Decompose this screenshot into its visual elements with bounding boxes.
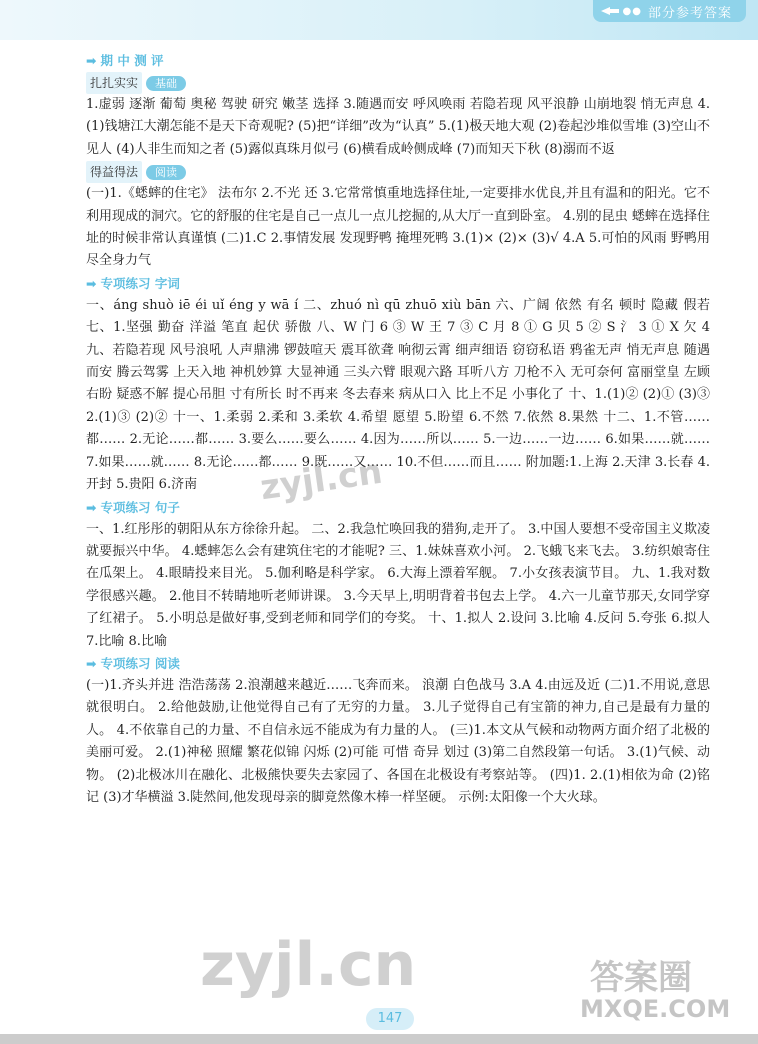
subsection-pill: 阅读 — [146, 165, 186, 180]
subsection-header — [86, 161, 710, 183]
section-title: ➡ 专项练习 字词 — [86, 275, 180, 291]
answer-text: 一、1.红彤彤的朝阳从东方徐徐升起。 二、2.我急忙唤回我的猎狗,走开了。 3.中国人要想不受帝国主义欺凌就要振兴中华。 4.蟋蟀怎么会有建筑住宅的才能呢? 三、1.妹妹喜欢小河。 2.飞蛾飞来飞去。 3.纺织娘寄住在瓜架上。 4.眼睛投来目光。 5.伽利略是科学家。 6.大海上漂着军舰。 7.小女孩表演节目。 九、1.我对数学很感兴趣。 2.他目不转睛地听老师讲课。 3.今天早上,明明背着书包去上学。 4.六一儿童节那天,女同学穿了红裙子。 5.小明总是做好事,受到老师和同学们的夸奖。 十、1.拟人 2.设问 3.比喻 4.反问 5.夸张 6.拟人 7.比喻 8.比喻 — [86, 521, 710, 649]
watermark: zyjl.cn — [257, 451, 385, 509]
answer-text: (一)1.《蟋蟀的住宅》 法布尔 2.不光 还 3.它常常慎重地选择住址,一定要排水优良,并且有温和的阳光。它不利用现成的洞穴。它的舒服的住宅是自己一点儿一点儿挖掘的,从大厅一直到卧室。 4.别的昆虫 蟋蟀在选择住址的时候非常认真谨慎 (二)1.C 2.事情发展 发现野鸭 掩埋死鸭 3.(1)× (2)× (3)√ 4.A 5.可怕的风雨 野鸭用尽全身力气 — [86, 186, 710, 269]
watermark: 答案圈 — [590, 958, 692, 998]
pointer-icon: ➡ — [86, 655, 97, 671]
subsection-header — [86, 72, 710, 94]
arrow-left-icon — [601, 5, 619, 17]
section-title: ➡ 期 中 测 评 — [86, 53, 164, 68]
subsection-label: 扎扎实实 — [86, 72, 142, 94]
pointer-icon: ➡ — [86, 53, 97, 68]
pointer-icon: ➡ — [86, 499, 97, 515]
bottom-edge — [0, 1034, 758, 1044]
answer-text: 一、áng shuò iē éi uǐ éng y wā í 二、zhuó nì qū zhuō xiù bān 六、广阔 依然 有名 顿时 隐藏 假若 七、1.坚强 勤奋 洋溢 笔直 起伏 骄傲 八、W 门 6 ③ W 王 7 ③ C 月 8 ① G 贝 5 ② S 氵 3 ① X 欠 4 九、若隐若现 风号浪吼 人声鼎沸 锣鼓喧天 震耳欲聋 响彻云霄 细声细语 窃窃私语 鸦雀无声 悄无声息 随遇而安 腾云驾雾 上天入地 神机妙算 大显神通 三头六臂 眼观六路 耳听八方 刀枪不入 无可奈何 富丽堂皇 左顾右盼 疑惑不解 提心吊胆 寸有所长 时不再来 冬去春来 病从口入 比上不足 小事化了 十、1.(1)② (2)① (3)③ 2.(1)③ (2)② 十一、1.柔弱 2.柔和 3.柔软 4.希望 愿望 5.盼望 6.不然 7.依然 8.果然 十二、1.不管……都…… 2.无论……都…… 3.要么……要么…… 4.因为……所以…… 5.一边……一边…… 6.如果……就…… 7.如果……就…… 8.无论……都…… 9.既……又…… 10.不但……而且…… 附加题:1.上海 2.天津 3.长春 4.开封 5.贵阳 6.济南 — [86, 297, 710, 493]
subsection-label: 得益得法 — [86, 161, 142, 183]
answer-tab — [593, 0, 746, 22]
section-title: ➡ 专项练习 句子 — [86, 499, 180, 515]
answer-text: 1.虚弱 逐渐 葡萄 奥秘 驾驶 研究 嫩茎 选择 3.随遇而安 呼风唤雨 若隐若现 风平浪静 山崩地裂 悄无声息 4.(1)钱塘江大潮怎能不是天下奇观呢? (5)把“详细”改为“认真” 5.(1)极天地大观 (2)卷起沙堆似雪堆 (3)空山不见人 (4)人非生而知之者 (5)露似真珠月似弓 (6)横看成岭侧成峰 (7)而知天下秋 (8)溺而不返 — [86, 97, 710, 157]
watermark: MXQE.COM — [580, 995, 731, 1023]
subsection-pill: 基础 — [146, 76, 186, 91]
header-bar — [0, 0, 758, 40]
answer-text: (一)1.齐头并进 浩浩荡荡 2.浪潮越来越近……飞奔而来。 浪潮 白色战马 3.A 4.由远及近 (二)1.不用说,意思就很明白。 2.给他鼓励,让他觉得自己有了无穷的力量。 3.儿子觉得自己有宝箭的神力,自己是最有力量的人。 4.不依靠自己的力量、不自信永远不能成为有力量的人。 (三)1.本文从气候和动物两方面介绍了北极的美丽可爱。 2.(1)神秘 照耀 繁花似锦 闪烁 (2)可能 可惜 奇异 划过 (3)第二自然段第一句话。 3.(1)气候、动物。 (2)北极冰川在融化、北极熊快要失去家园了、各国在北极设有考察站等。 (四)1. 2.(1)相依为命 (2)铭记 (3)才华横溢 3.陡然间,他发现母亲的脚竟然像木棒一样坚硬。 示例:太阳像一个大火球。 — [86, 677, 710, 805]
page-number: 147 — [366, 1008, 414, 1030]
answer-content — [86, 50, 710, 809]
watermark: zyjl.cn — [200, 930, 417, 1000]
section-title: ➡ 专项练习 阅读 — [86, 655, 180, 671]
answer-tab-label: 部分参考答案 — [647, 5, 732, 21]
dots-icon: ●● — [622, 5, 642, 17]
pointer-icon: ➡ — [86, 275, 97, 291]
